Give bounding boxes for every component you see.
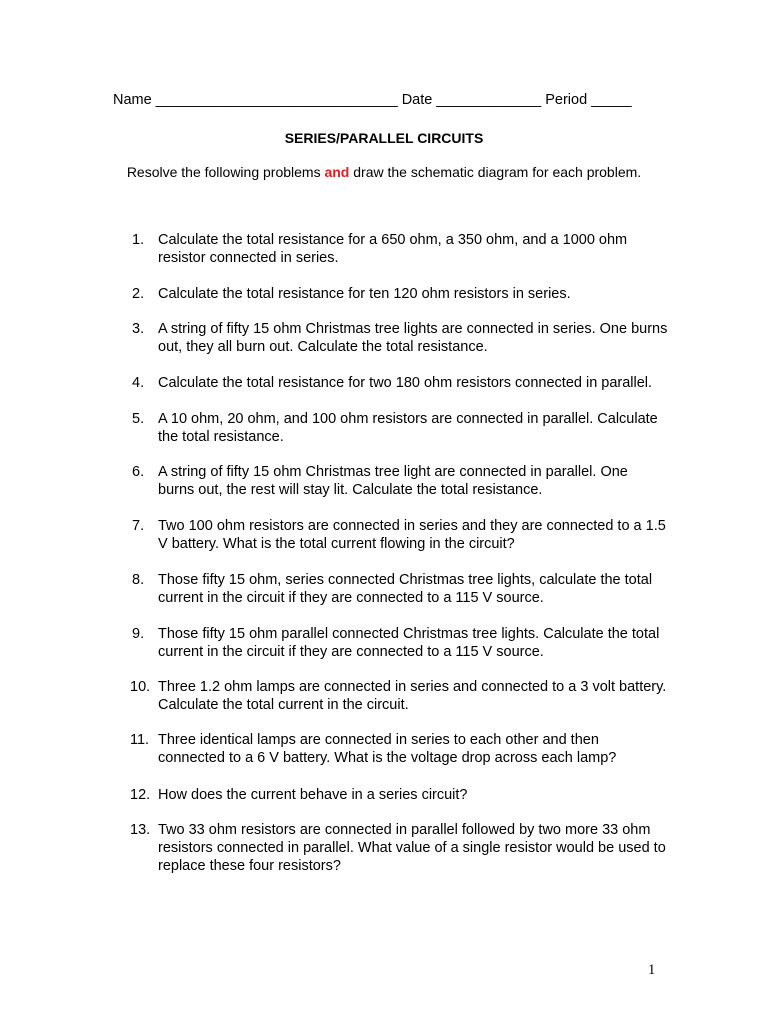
problem-text: Three identical lamps are connected in series to each other and then connected to a 6 V battery. What is the voltage drop across each lamp?: [158, 732, 617, 766]
problem-text: A 10 ohm, 20 ohm, and 100 ohm resistors are connected in parallel. Calculate the total resistance.: [158, 411, 658, 445]
problem-4: [132, 374, 668, 392]
problem-number: 9.: [132, 626, 145, 642]
page-title: SERIES/PARALLEL CIRCUITS: [284, 130, 484, 146]
problem-number: 13.: [130, 822, 151, 838]
problem-10: [130, 678, 668, 714]
problem-1: [132, 231, 668, 267]
problem-8: [132, 571, 668, 607]
problem-number: 11.: [130, 732, 150, 748]
problem-number: 8.: [132, 572, 145, 588]
problem-text: A string of fifty 15 ohm Christmas tree light are connected in parallel. One burns out, the rest will stay lit. Calculate the total resistance.: [158, 464, 628, 498]
name-blank[interactable]: ______________________________: [155, 92, 398, 108]
problem-number: 12.: [130, 787, 151, 803]
problem-number: 7.: [132, 518, 145, 534]
problem-text: Calculate the total resistance for ten 120 ohm resistors in series.: [158, 286, 571, 302]
problem-5: [132, 410, 668, 446]
date-blank[interactable]: _____________: [436, 92, 542, 108]
period-label: Period: [545, 92, 588, 108]
student-info-line: [113, 92, 632, 108]
problem-7: [132, 517, 668, 553]
page-number: 1: [648, 962, 656, 978]
problem-number: 3.: [132, 321, 145, 337]
problem-text: Those fifty 15 ohm parallel connected Christmas tree lights. Calculate the total current in the circuit if they are connected to a 115 V source.: [158, 626, 660, 660]
problem-text: Calculate the total resistance for a 650 ohm, a 350 ohm, and a 1000 ohm resistor connected in series.: [158, 232, 628, 266]
problem-12: [130, 786, 668, 804]
instructions-emphasis: and: [324, 164, 350, 180]
problem-number: 2.: [132, 286, 145, 302]
problem-text: How does the current behave in a series circuit?: [158, 787, 468, 803]
problem-number: 1.: [132, 232, 145, 248]
problem-text: Those fifty 15 ohm, series connected Christmas tree lights, calculate the total current in the circuit if they are connected to a 115 V source.: [158, 572, 653, 606]
problem-6: [132, 463, 668, 499]
problem-number: 4.: [132, 375, 145, 391]
problem-text: Two 100 ohm resistors are connected in series and they are connected to a 1.5 V battery. What is the total current flowing in the circuit?: [158, 518, 666, 552]
problem-number: 6.: [132, 464, 145, 480]
problem-text: Calculate the total resistance for two 180 ohm resistors connected in parallel.: [158, 375, 653, 391]
problem-13: [130, 821, 668, 875]
instructions-after: draw the schematic diagram for each problem.: [349, 164, 642, 180]
name-label: Name: [113, 92, 152, 108]
instructions-before: Resolve the following problems: [126, 164, 325, 180]
problem-11: [130, 731, 668, 767]
problem-9: [132, 625, 668, 661]
instructions: [0, 164, 768, 180]
problem-text: A string of fifty 15 ohm Christmas tree lights are connected in series. One burns out, they all burn out. Calculate the total resistance.: [158, 321, 668, 355]
period-blank[interactable]: _____: [591, 92, 632, 108]
date-label: Date: [401, 92, 433, 108]
problem-3: [132, 320, 668, 356]
problem-text: Two 33 ohm resistors are connected in parallel followed by two more 33 ohm resistors connected in parallel. What value of a single resistor would be used to replace these four resistors?: [158, 822, 666, 874]
problem-number: 10.: [130, 679, 151, 695]
problem-text: Three 1.2 ohm lamps are connected in series and connected to a 3 volt battery. Calculate the total current in the circuit.: [158, 679, 667, 713]
problem-2: [132, 285, 668, 303]
problem-number: 5.: [132, 411, 145, 427]
